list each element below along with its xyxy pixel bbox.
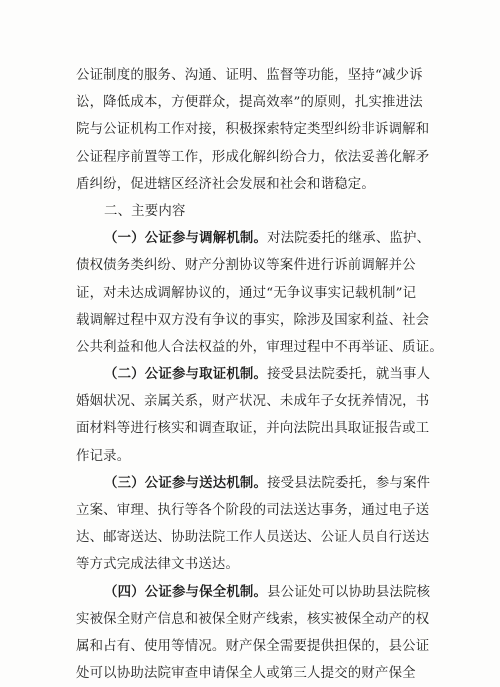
section-1-text: 对法院委托的继承、监护、 <box>267 231 431 247</box>
paragraph-line: 证，对未达成调解协议的，通过“无争议事实记载机制”记 <box>76 285 417 301</box>
paragraph-line: 立案、审理、执行等各个阶段的司法送达事务，通过电子送 <box>76 503 430 518</box>
paragraph-line: 公证制度的服务、沟通、证明、监督等功能，坚持“减少诉 <box>76 68 423 83</box>
paragraph-line: 载调解过程中双方没有争议的事实，除涉及国家利益、社会 <box>76 312 430 328</box>
paragraph-line: 处可以协助法院审查申请保全人或第三人提交的财产保全 <box>76 666 416 682</box>
paragraph-line: 等方式完成法律文书送达。 <box>76 557 240 573</box>
section-2-title: （二）公证参与取证机制。 <box>104 367 268 383</box>
section-2-first-line <box>76 361 436 388</box>
section-heading: 二、主要内容 <box>104 203 186 219</box>
section-1-title: （一）公证参与调解机制。 <box>104 231 268 247</box>
paragraph-line: 盾纠纷，促进辖区经济社会发展和社会和谐稳定。 <box>76 176 375 192</box>
section-1-first-line <box>76 225 436 252</box>
section-3-first-line <box>76 470 436 497</box>
section-3-title: （三）公证参与送达机制。 <box>104 475 268 491</box>
document-body <box>76 62 443 687</box>
section-4-text: 县公证处可以协助县法院核 <box>267 584 431 600</box>
section-3-text: 接受县法院委托，参与案件 <box>267 475 431 491</box>
paragraph-line: 公证程序前置等工作，形成化解纠纷合力，依法妥善化解矛 <box>76 149 430 165</box>
paragraph-line: 达、邮寄送达、协助法院工作人员送达、公证人员自行送达 <box>76 530 430 546</box>
paragraph-line: 公共利益和他人合法权益的外，审理过程中不再举证、质证。 <box>76 339 443 355</box>
paragraph-line: 实被保全财产信息和被保全财产线索，核实被保全动产的权 <box>76 611 430 627</box>
paragraph-line: 院与公证机构工作对接，积极探索特定类型纠纷非诉调解和 <box>76 122 430 138</box>
section-4-first-line <box>76 579 436 606</box>
paragraph-line: 婚姻状况、亲属关系，财产状况、未成年子女抚养情况，书 <box>76 394 430 410</box>
paragraph-line: 讼，降低成本，方便群众，提高效率”的原则，扎实推进法 <box>76 95 423 111</box>
paragraph-line: 债权债务类纠纷、财产分割协议等案件进行诉前调解并公 <box>76 258 416 274</box>
paragraph-line: 作记录。 <box>76 448 131 464</box>
paragraph-line: 面材料等进行核实和调查取证，并向法院出具取证报告或工 <box>76 421 430 437</box>
section-2-text: 接受县法院委托，就当事人 <box>267 367 431 383</box>
paragraph-line: 属和占有、使用等情况。财产保全需要提供担保的，县公证 <box>76 638 430 654</box>
section-4-title: （四）公证参与保全机制。 <box>104 584 268 600</box>
